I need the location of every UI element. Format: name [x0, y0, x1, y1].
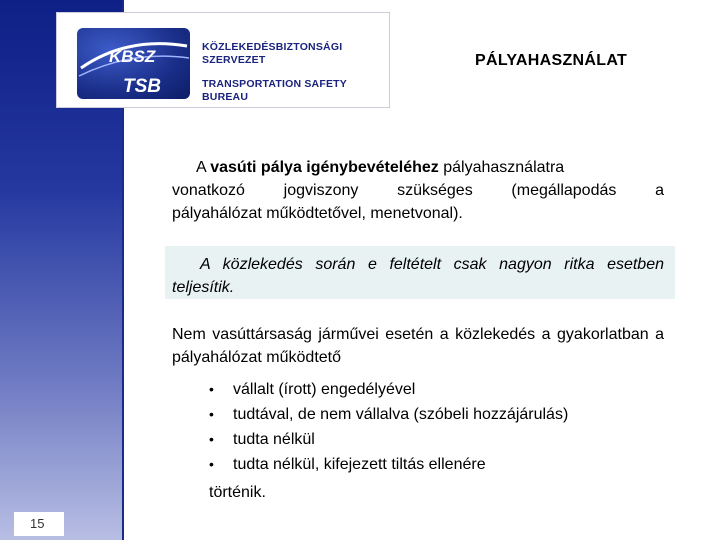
- logo: [56, 12, 390, 108]
- paragraph-non-railway-vehicles: Nem vasúttársaság járművei esetén a közlekedés a gyakorlatban a pályahálózat működtető: [172, 326, 664, 366]
- list-item: • tudta nélkül: [209, 431, 315, 448]
- closing-text: történik.: [209, 484, 266, 501]
- list-item: • vállalt (írott) engedélyével: [209, 381, 416, 398]
- logo-name-en: TRANSPORTATION SAFETY BUREAU: [202, 78, 347, 103]
- page-number: 15: [14, 512, 64, 536]
- logo-emblem: [77, 28, 190, 99]
- highlight-text: A közlekedés során e feltételt csak nagyon ritka esetben teljesítik.: [172, 256, 664, 296]
- logo-name-hu: KÖZLEKEDÉSBIZTONSÁGI SZERVEZET: [202, 41, 343, 66]
- logo-abbr-top: KBSZ: [109, 47, 156, 66]
- bullet-list: [209, 377, 669, 477]
- logo-abbr-bottom: TSB: [123, 76, 161, 97]
- list-item: • tudtával, de nem vállalva (szóbeli hozzájárulás): [209, 406, 569, 423]
- paragraph-track-usage: A vasúti pálya igénybevételéhez pályahasználatra vonatkozó jogviszony szükséges (megállapodás a pályahálózat működtetővel, menetvonal).: [172, 159, 664, 222]
- slide-title: PÁLYAHASZNÁLAT: [475, 52, 628, 69]
- list-item: • tudta nélkül, kifejezett tiltás ellenére: [209, 456, 486, 473]
